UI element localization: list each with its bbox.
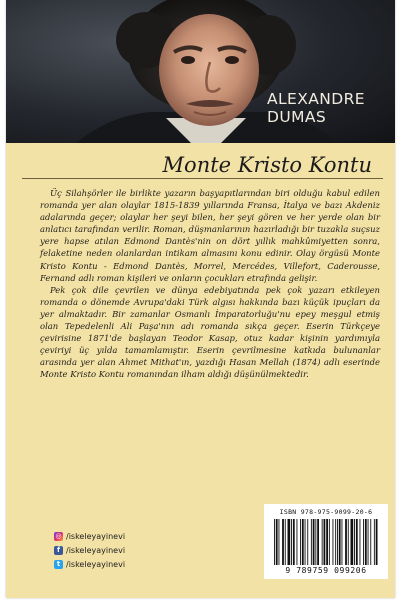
book-back-cover (6, 0, 395, 598)
synopsis-paragraph: Pek çok dile çevrilen ve dünya edebiyatında pek çok yazarı etkileyen romanda o dönemde Avrupa'daki Türk algısı hakkında bazı küçük ipuçları da yer almaktadır. Bir zamanlar Osmanlı İmparatorluğu'nu epey meşgul etmiş olan Tepedelenli Ali Paşa'nın adı romanda sıkça geçer. Eserin Türkçeye çevirisine 1871'de başlayan Teodor Kasap, otuz kadar kişinin yardımıyla çeviriyi üç yılda tamamlamıştır. Eserin çevrilmesine katkıda bulunanlar arasında yer alan Ahmet Mithat'ın, yazdığı Hasan Mellah (1874) adlı eserinde Monte Kristo Kontu romanından ilham aldığı düşünülmektedir. (40, 284, 380, 380)
barcode-icon (272, 519, 380, 565)
social-handle: /iskeleyayinevi (66, 559, 126, 569)
twitter-icon: t (54, 560, 63, 569)
author-name (267, 90, 387, 126)
barcode-number: 9 789759 099206 (285, 566, 367, 575)
social-handle: /iskeleyayinevi (66, 545, 126, 555)
social-twitter[interactable] (54, 558, 194, 570)
author-first-name: ALEXANDRE (267, 90, 365, 108)
title-divider (22, 178, 383, 179)
synopsis (40, 187, 380, 381)
social-instagram[interactable] (54, 530, 194, 542)
barcode-area (264, 504, 388, 579)
social-handle: /iskeleyayinevi (66, 531, 126, 541)
instagram-icon: ◎ (55, 532, 62, 540)
social-facebook[interactable] (54, 544, 194, 556)
isbn-label: ISBN 978-975-9099-20-6 (279, 508, 373, 516)
book-title: Monte Kristo Kontu (162, 153, 372, 177)
synopsis-paragraph: Üç Silahşörler ile birlikte yazarın başyapıtlarından biri olduğu kabul edilen romanda yer alan olaylar 1815-1839 yıllarında Fransa, İtalya ve bazı Akdeniz adalarında geçer; olaylar her şeyi bilen, her şeyi gören ve her yerde olan bir anlatıcı tarafından verilir. Roman, düşmanlarının hazırladığı bir tuzakla suçsuz yere hapse atılan Edmond Dantès'nin on dört yıllık mahkûmiyetten sonra, felaketine neden olanlardan intikam almasını konu edinir. Olay örgüsü Monte Kristo Kontu - Edmond Dantès, Morrel, Mercédes, Villefort, Caderousse, Fernand adlı roman kişileri ve onların çocukları etrafında gelişir. (40, 188, 380, 283)
author-last-name: DUMAS (267, 108, 327, 126)
facebook-icon: f (54, 546, 63, 555)
author-portrait (6, 0, 395, 143)
